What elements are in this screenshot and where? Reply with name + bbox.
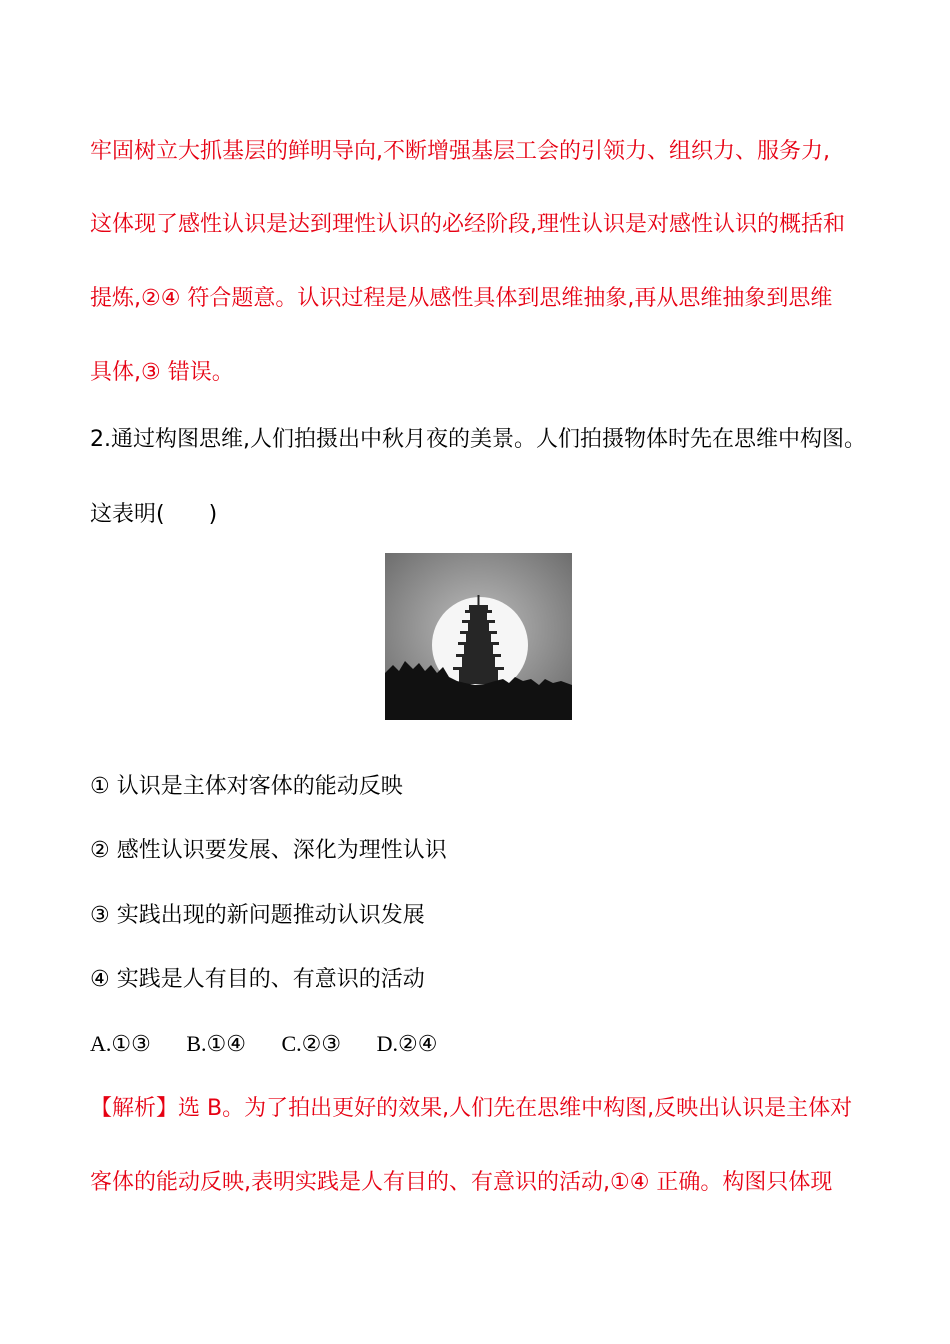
analysis-line-2: 客体的能动反映,表明实践是人有目的、有意识的活动,①④ 正确。构图只体现 [90, 1170, 833, 1195]
statement-3: ③ 实践出现的新问题推动认识发展 [90, 903, 425, 928]
prev-analysis-line-4: 具体,③ 错误。 [90, 360, 234, 385]
option-b: B.①④ [186, 1031, 246, 1056]
question-stem-line-2: 这表明( ) [90, 502, 218, 527]
option-a: A.①③ [90, 1031, 151, 1056]
answer-options [90, 1029, 467, 1059]
pagoda-moon-photo [385, 553, 572, 720]
question-stem-line-1: 2.通过构图思维,人们拍摄出中秋月夜的美景。人们拍摄物体时先在思维中构图。 [90, 427, 866, 452]
analysis-line-1: 【解析】选 B。为了拍出更好的效果,人们先在思维中构图,反映出认识是主体对 [90, 1096, 853, 1121]
statement-4: ④ 实践是人有目的、有意识的活动 [90, 967, 425, 992]
prev-analysis-line-3: 提炼,②④ 符合题意。认识过程是从感性具体到思维抽象,再从思维抽象到思维 [90, 286, 833, 311]
statement-1: ① 认识是主体对客体的能动反映 [90, 774, 403, 799]
option-c: C.②③ [281, 1031, 342, 1056]
prev-analysis-line-1: 牢固树立大抓基层的鲜明导向,不断增强基层工会的引领力、组织力、服务力, [90, 139, 830, 164]
statement-2: ② 感性认识要发展、深化为理性认识 [90, 838, 447, 863]
option-d: D.②④ [376, 1031, 438, 1056]
prev-analysis-line-2: 这体现了感性认识是达到理性认识的必经阶段,理性认识是对感性认识的概括和 [90, 212, 845, 237]
